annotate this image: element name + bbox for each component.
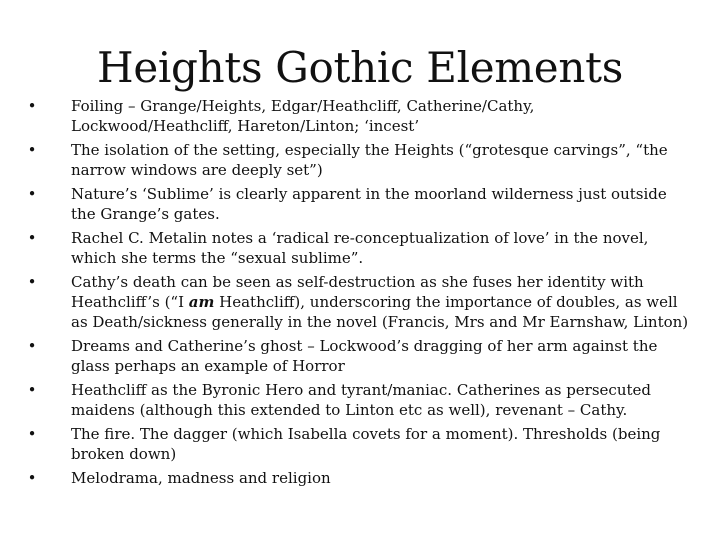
bullet-dot-icon: • [27, 141, 37, 159]
bullet-text: Nature’s ‘Sublime’ is clearly apparent in the moorland wilderness just outside the Grange’s gates. [71, 185, 667, 223]
bullet-item [26, 272, 696, 332]
bullet-text: Heathcliff as the Byronic Hero and tyrant/maniac. Catherines as persecuted maidens (although this extended to Linton etc as well), revenant – Cathy. [71, 381, 651, 419]
bullet-dot-icon: • [27, 337, 37, 355]
bullet-item [26, 424, 696, 464]
bullet-item [26, 140, 696, 180]
bullet-text: Melodrama, madness and religion [71, 469, 331, 487]
bullet-text: Dreams and Catherine’s ghost – Lockwood’s dragging of her arm against the glass perhaps an example of Horror [71, 337, 658, 375]
bullet-dot-icon: • [27, 425, 37, 443]
bullet-text-part: Heathcliff), underscoring the importance of doubles, as well as Death/sickness generally in the novel (Francis, Mrs and Mr Earnshaw, Linton) [71, 293, 689, 331]
bullet-text-part: Cathy’s death can be seen as self-destruction as she fuses her identity with Heathcliff’s (“I [71, 273, 644, 311]
slide-title: Heights Gothic Elements [97, 43, 623, 92]
emphasis-text: am [188, 293, 215, 311]
bullet-dot-icon: • [27, 185, 37, 203]
bullet-dot-icon: • [27, 229, 37, 247]
bullet-dot-icon: • [27, 97, 37, 115]
bullet-dot-icon: • [27, 469, 37, 487]
bullet-list [26, 96, 696, 492]
bullet-text: Rachel C. Metalin notes a ‘radical re-conceptualization of love’ in the novel, which she terms the “sexual sublime”. [71, 229, 649, 267]
bullet-item [26, 228, 696, 268]
bullet-item [26, 468, 696, 488]
bullet-text [71, 273, 688, 331]
bullet-item [26, 184, 696, 224]
bullet-item [26, 336, 696, 376]
bullet-item [26, 380, 696, 420]
bullet-item [26, 96, 696, 136]
bullet-text: The isolation of the setting, especially the Heights (“grotesque carvings”, “the narrow windows are deeply set”) [71, 141, 668, 179]
bullet-dot-icon: • [27, 381, 37, 399]
bullet-text: The fire. The dagger (which Isabella covets for a moment). Thresholds (being broken down) [71, 425, 661, 463]
bullet-text: Foiling – Grange/Heights, Edgar/Heathcliff, Catherine/Cathy, Lockwood/Heathcliff, Hareton/Linton; ‘incest’ [71, 97, 535, 135]
bullet-dot-icon: • [27, 273, 37, 291]
